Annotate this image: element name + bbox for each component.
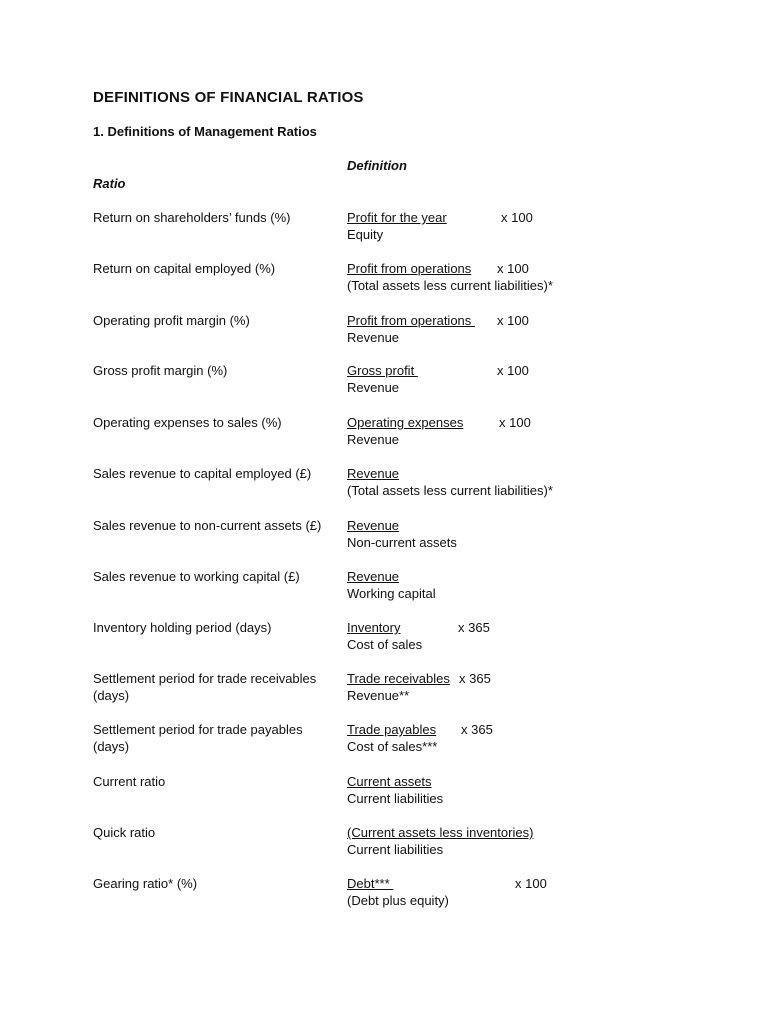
ratio-denominator: Revenue — [347, 330, 400, 345]
ratio-row-quick-ratio — [0, 824, 768, 864]
ratio-name: Quick ratio — [93, 825, 156, 840]
ratio-denominator: Working capital — [347, 586, 436, 601]
section-heading: 1. Definitions of Management Ratios — [93, 124, 317, 139]
ratio-denominator: Current liabilities — [347, 842, 444, 857]
ratio-denominator: (Total assets less current liabilities)* — [347, 483, 553, 498]
ratio-name: Return on shareholders’ funds (%) — [93, 210, 291, 225]
ratio-multiplier: x 100 — [501, 210, 533, 225]
ratio-name: Sales revenue to working capital (£) — [93, 569, 300, 584]
ratio-name: Sales revenue to capital employed (£) — [93, 466, 312, 481]
ratio-name: Gross profit margin (%) — [93, 363, 228, 378]
ratio-multiplier: x 100 — [497, 313, 529, 328]
ratio-name: Inventory holding period (days) — [93, 620, 272, 635]
ratio-row-sales-revenue-to-working-capital — [0, 568, 768, 608]
ratio-row-operating-expenses-to-sales — [0, 414, 768, 454]
ratio-denominator: (Debt plus equity) — [347, 893, 449, 908]
ratio-multiplier: x 100 — [515, 876, 547, 891]
ratio-denominator: Revenue — [347, 380, 400, 395]
ratio-name: Sales revenue to non-current assets (£) — [93, 518, 322, 533]
ratio-numerator: (Current assets less inventories) — [347, 825, 534, 840]
ratio-row-return-on-capital-employed — [0, 260, 768, 300]
ratio-multiplier: x 365 — [458, 620, 490, 635]
ratio-name: Operating expenses to sales (%) — [93, 415, 282, 430]
ratio-numerator: Profit for the year — [347, 210, 447, 225]
ratio-row-gearing-ratio — [0, 875, 768, 915]
ratio-multiplier: x 100 — [499, 415, 531, 430]
ratio-denominator: Revenue — [347, 432, 400, 447]
ratio-multiplier: x 365 — [461, 722, 493, 737]
ratio-numerator: Profit from operations — [347, 313, 475, 328]
ratio-name: Return on capital employed (%) — [93, 261, 276, 276]
ratio-numerator: Trade payables — [347, 722, 437, 737]
definition-column-heading: Definition — [347, 158, 407, 173]
ratio-row-operating-profit-margin — [0, 312, 768, 352]
ratio-denominator: Revenue** — [347, 688, 410, 703]
ratio-name: Gearing ratio* (%) — [93, 876, 198, 891]
ratio-numerator: Operating expenses — [347, 415, 464, 430]
ratio-numerator: Current assets — [347, 774, 432, 789]
ratio-numerator: Revenue — [347, 569, 400, 584]
ratio-multiplier: x 100 — [497, 363, 529, 378]
ratio-multiplier: x 100 — [497, 261, 529, 276]
ratio-column-heading: Ratio — [93, 176, 126, 191]
ratio-numerator: Trade receivables — [347, 671, 450, 686]
ratio-row-sales-revenue-to-capital-employed — [0, 465, 768, 505]
ratio-numerator: Revenue — [347, 518, 400, 533]
ratio-row-settlement-period-trade-receivables — [0, 670, 768, 710]
ratio-name: Current ratio — [93, 774, 166, 789]
ratio-name: Operating profit margin (%) — [93, 313, 250, 328]
ratio-numerator: Revenue — [347, 466, 400, 481]
ratio-numerator: Debt*** — [347, 876, 394, 891]
ratio-multiplier: x 365 — [459, 671, 491, 686]
ratio-denominator: Current liabilities — [347, 791, 444, 806]
ratio-denominator: (Total assets less current liabilities)* — [347, 278, 553, 293]
ratio-denominator: Non-current assets — [347, 535, 457, 550]
ratio-numerator: Inventory — [347, 620, 401, 635]
ratio-row-return-on-shareholders-funds — [0, 209, 768, 249]
ratio-row-settlement-period-trade-payables — [0, 721, 768, 761]
ratio-denominator: Cost of sales*** — [347, 739, 438, 754]
ratio-name: Settlement period for trade payables (days) — [93, 722, 303, 754]
ratio-row-gross-profit-margin — [0, 362, 768, 402]
ratio-row-inventory-holding-period — [0, 619, 768, 659]
ratio-name: Settlement period for trade receivables (days) — [93, 671, 317, 703]
ratio-denominator: Equity — [347, 227, 384, 242]
ratio-numerator: Profit from operations — [347, 261, 472, 276]
page-title: DEFINITIONS OF FINANCIAL RATIOS — [93, 89, 364, 106]
ratio-row-current-ratio — [0, 773, 768, 813]
ratio-denominator: Cost of sales — [347, 637, 423, 652]
ratio-row-sales-revenue-to-non-current-assets — [0, 517, 768, 557]
ratio-numerator: Gross profit — [347, 363, 418, 378]
